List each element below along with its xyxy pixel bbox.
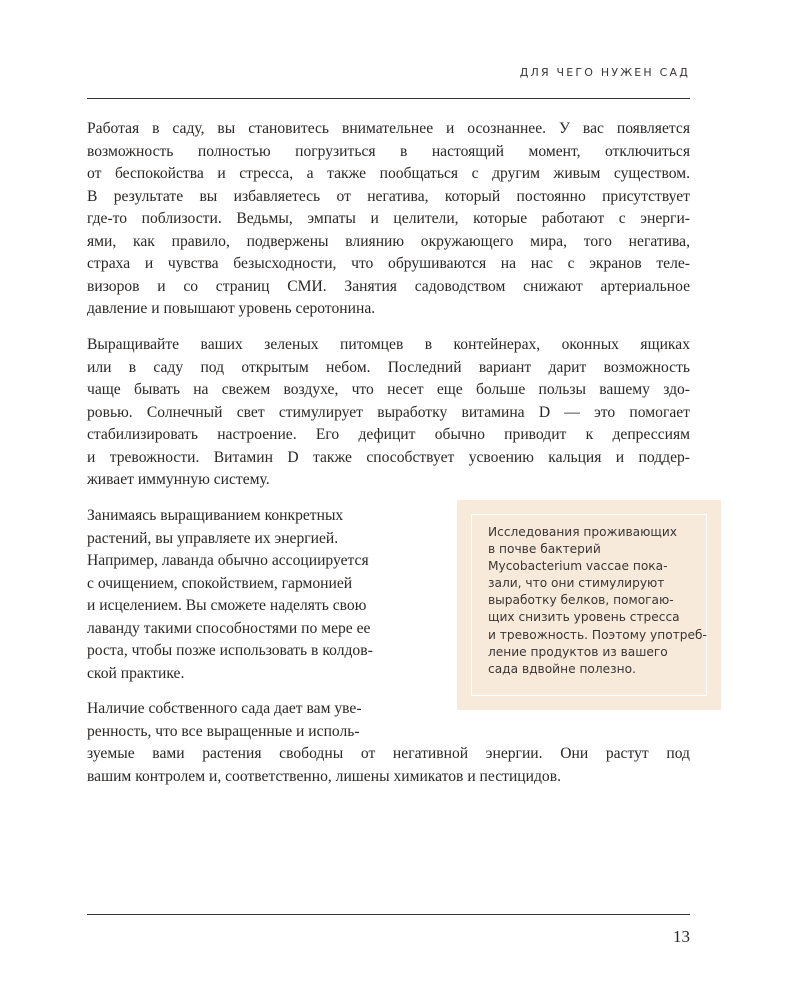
sidebar-line: Исследования проживающих (488, 525, 678, 539)
text-line: ренность, что все выращенные и исполь- (87, 722, 360, 740)
text-line: зуемые вами растения свободны от негативной энергии. Они растут под (87, 745, 690, 762)
sidebar-line: ление продуктов из вашего (488, 644, 668, 659)
text-line: с очищением, спокойствием, гармонией (87, 574, 353, 592)
text-line: где-то поблизости. Ведьмы, эмпаты и целители, которые работают с энерги- (87, 210, 690, 227)
text-line: В результате вы избавляетесь от негатива, который постоянно присутствует (87, 187, 690, 205)
paragraph-4 (87, 698, 690, 788)
sidebar-line: щих снизить уровень стресса (488, 610, 680, 625)
text-line: вашим контролем и, соответственно, лишены химикатов и пестицидов. (87, 767, 561, 785)
sidebar-line: сада вдвойне полезно. (488, 661, 636, 676)
sidebar-box (457, 500, 721, 710)
text-line: и тревожности. Витамин D также способствует усвоению кальция и поддер- (87, 448, 690, 466)
paragraph-1 (87, 118, 690, 321)
sidebar-line: в почве бактерий (488, 542, 601, 557)
sidebar-line: выработку белков, помогаю- (488, 593, 674, 608)
text-line: возможность полностью погрузиться в настоящий момент, отключиться (87, 142, 690, 160)
text-line: давление и повышают уровень серотонина. (87, 300, 376, 317)
header-rule (87, 98, 690, 99)
text-line: и исцелением. Вы сможете наделять свою (87, 597, 367, 614)
text-line: страха и чувства безысходности, что обрушиваются на нас с экранов теле- (87, 255, 690, 272)
sidebar-text (488, 524, 707, 678)
text-line: Наличие собственного сада дает вам уве- (87, 700, 362, 717)
paragraph-3 (87, 505, 427, 685)
text-line: растений, вы управляете их энергией. (87, 529, 339, 547)
text-line: роста, чтобы позже использовать в колдов- (87, 642, 373, 659)
text-line: ровью. Солнечный свет стимулирует выработку витамина D — это помогает (87, 403, 690, 421)
text-line: от беспокойства и стресса, а также пообщаться с другим живым существом. (87, 165, 690, 182)
page-number: 13 (673, 927, 690, 946)
sidebar-line: Mycobacterium vaccae пока- (488, 559, 668, 574)
text-line: чаще бывать на свежем воздухе, что несет еще больше пользы вашему здо- (87, 381, 690, 398)
text-line: стабилизировать настроение. Его дефицит обычно приводит к депрессиям (87, 426, 690, 443)
text-line: визоров и со страниц СМИ. Занятия садоводством снижают артериальное (87, 277, 690, 295)
text-line: Выращивайте ваших зеленых питомцев в контейнерах, оконных ящиках (87, 336, 690, 353)
footer-rule (87, 914, 690, 915)
text-line: живает иммунную систему. (87, 471, 270, 488)
sidebar-line: и тревожность. Поэтому употреб- (488, 627, 707, 642)
text-line: Например, лаванда обычно ассоциируется (87, 552, 369, 569)
text-line: лаванду такими способностями по мере ее (87, 619, 371, 637)
text-line: Работая в саду, вы становитесь внимательнее и осознаннее. У вас появляется (87, 120, 690, 137)
text-line: ями, как правило, подвержены влиянию окружающего мира, того негатива, (87, 232, 690, 250)
paragraph-2 (87, 334, 690, 492)
sidebar-line: зали, что они стимулируют (488, 576, 665, 591)
running-head: ДЛЯ ЧЕГО НУЖЕН САД (519, 66, 690, 79)
text-line: Занимаясь выращиванием конкретных (87, 507, 344, 524)
sidebar-frame (471, 514, 707, 696)
text-line: ской практике. (87, 664, 185, 682)
text-line: или в саду под открытым небом. Последний вариант дарит возможность (87, 358, 690, 376)
